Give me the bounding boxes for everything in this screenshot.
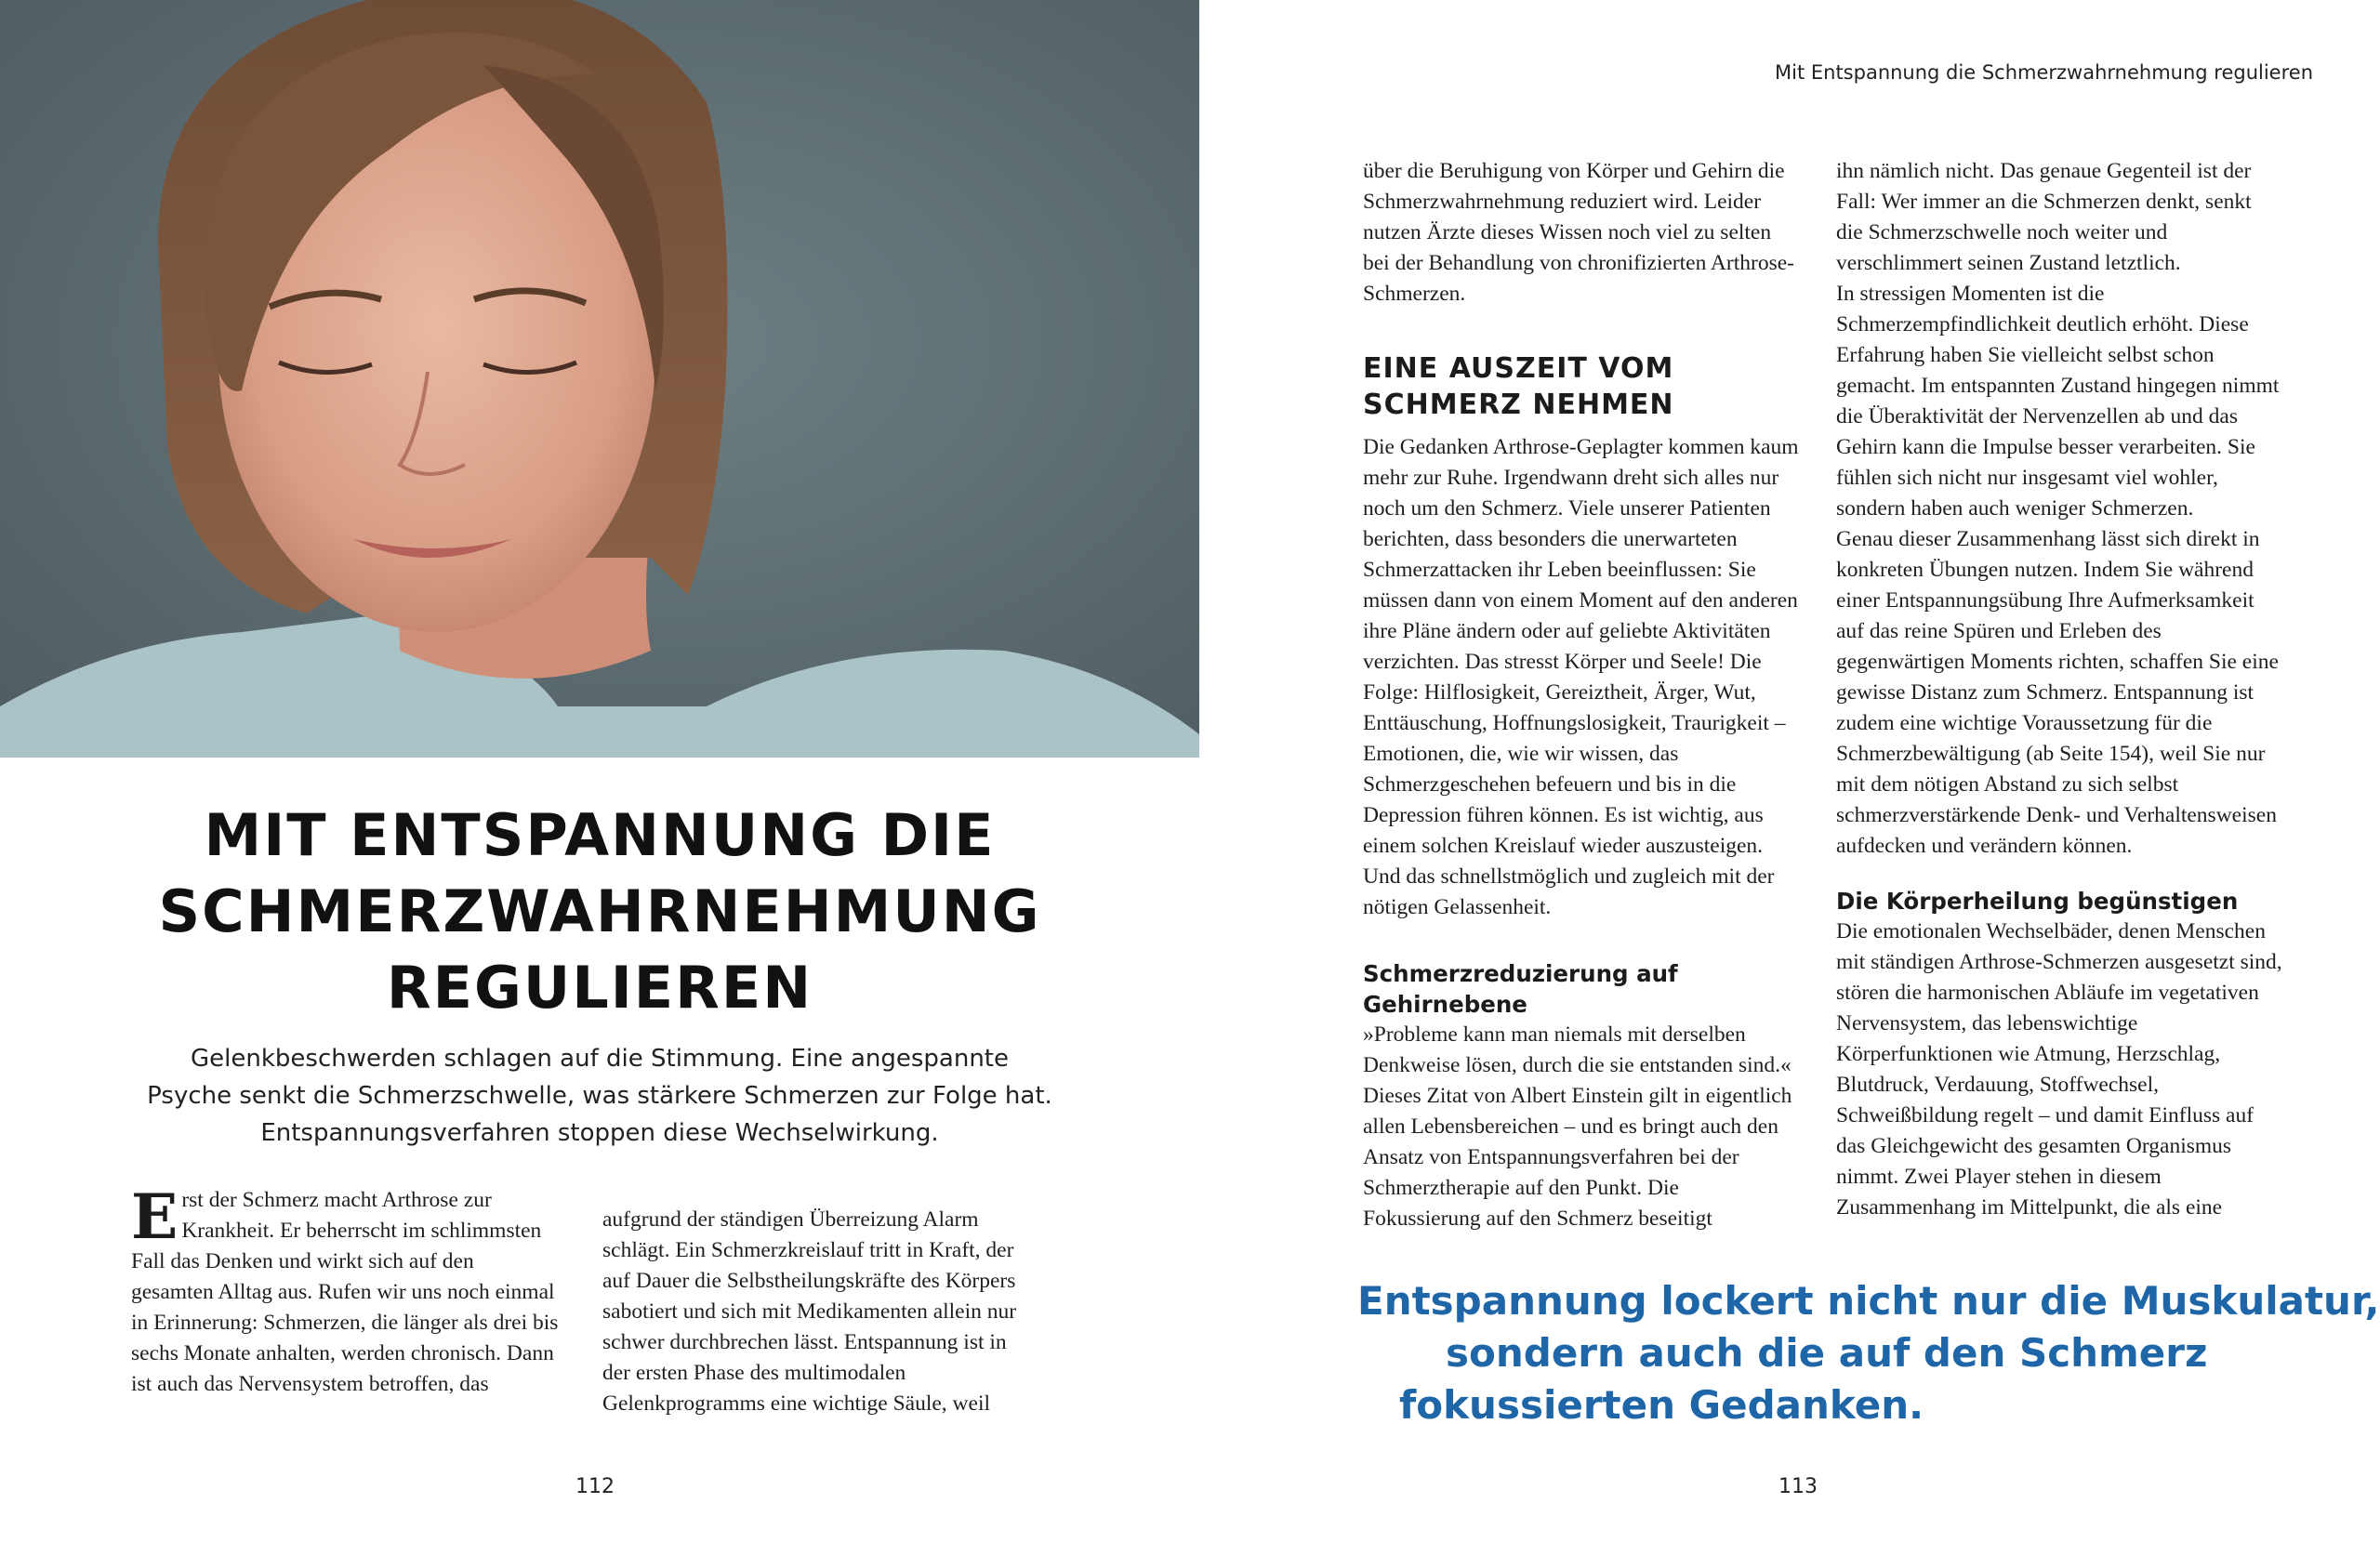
- page-number-right: 113: [1778, 1475, 1818, 1498]
- body-paragraph: »Probleme kann man niemals mit derselben Denkweise lösen, durch die sie entstanden sind.« Dieses Zitat von Albert Einstein gilt in eigentlich allen Lebensbereichen – und es bringt auch den Ansatz von Entspannungsverfahren bei der Schmerztherapie auf den Punkt. Die Fokussierung auf den Schmerz beseitigt: [1363, 1022, 1792, 1231]
- body-paragraph: ihn nämlich nicht. Das genaue Gegenteil ist der Fall: Wer immer an die Schmerzen denkt, senkt die Schmerzschwelle noch weiter und verschlimmert seinen Zustand letztlich.: [1836, 159, 2252, 275]
- title-line: SCHMERZWAHRNEHMUNG: [158, 877, 1041, 945]
- text-column-1: [131, 1180, 559, 1400]
- pull-quote: [1357, 1275, 2380, 1431]
- title-line: REGULIEREN: [386, 954, 813, 1022]
- body-paragraph: [131, 1180, 559, 1400]
- lead-line: Gelenkbeschwerden schlagen auf die Stimmung. Eine angespannte: [191, 1045, 1009, 1073]
- text-column-4: [1836, 156, 2282, 1223]
- lead-paragraph: [121, 1040, 1078, 1152]
- pull-quote-line: sondern auch die auf den Schmerz: [1446, 1330, 2208, 1376]
- running-head: Mit Entspannung die Schmerzwahrnehmung regulieren: [1775, 61, 2313, 84]
- lead-line: Entspannungsverfahren stoppen diese Wechselwirkung.: [260, 1119, 939, 1147]
- title-line: MIT ENTSPANNUNG DIE: [204, 801, 996, 869]
- page-title: [112, 798, 1088, 1026]
- cover-photo: [0, 0, 1199, 758]
- body-paragraph: aufgrund der ständigen Überreizung Alarm schlägt. Ein Schmerzkreislauf tritt in Kraft, der auf Dauer die Selbstheilungskräfte des Körpers sabotiert und sich mit Medikamenten allein nur schwer durchbrechen lässt. Entspannung ist in der ersten Phase des multimodalen Gelenkprogramms eine wichtige Säule, weil: [602, 1207, 1017, 1416]
- pull-quote-line: fokussierten Gedanken.: [1399, 1382, 1924, 1428]
- subsection-heading: Schmerzreduzierung auf Gehirnebene: [1363, 960, 1678, 1018]
- portrait-illustration: [0, 0, 1199, 758]
- drop-cap: E: [131, 1180, 178, 1253]
- lead-line: Psyche senkt die Schmerzschwelle, was stärkere Schmerzen zur Folge hat.: [147, 1082, 1052, 1110]
- body-paragraph: Die Gedanken Arthrose-Geplagter kommen kaum mehr zur Ruhe. Irgendwann dreht sich alles nur noch um den Schmerz. Viele unserer Patienten berichten, dass besonders die unerwarteten Schmerzattacken ihr Leben beeinflussen: Sie müssen dann von einem Moment auf den anderen ihre Pläne ändern oder auf geliebte Aktivitäten verzichten. Das stresst Körper und Seele! Die Folge: Hilflosigkeit, Gereiztheit, Ärger, Wut, Enttäuschung, Hoffnungslosigkeit, Traurigkeit – Emotionen, die, wie wir wissen, das Schmerzgeschehen befeuern und bis in die Depression führen können. Es ist wichtig, aus einem solchen Kreislauf wieder auszusteigen. Und das schnellstmöglich und zugleich mit der nötigen Gelassenheit.: [1363, 435, 1799, 919]
- text-column-2: [602, 1205, 1039, 1419]
- subsection-heading: Die Körperheilung begünstigen: [1836, 888, 2239, 915]
- section-heading: EINE AUSZEIT VOM SCHMERZ NEHMEN: [1363, 352, 1674, 421]
- body-paragraph: In stressigen Momenten ist die Schmerzempfindlichkeit deutlich erhöht. Diese Erfahrung haben Sie vielleicht selbst schon gemacht. Im entspannten Zustand hingegen nimmt die Überaktivität der Nervenzellen ab und das Gehirn kann die Impulse besser verarbeiten. Sie fühlen sich nicht nur insgesamt viel wohler, sondern haben auch weniger Schmerzen.: [1836, 282, 2280, 521]
- pull-quote-line: Entspannung lockert nicht nur die Muskulatur,: [1357, 1278, 2380, 1324]
- text-column-3: [1363, 156, 1800, 1234]
- body-paragraph: über die Beruhigung von Körper und Gehirn die Schmerzwahrnehmung reduziert wird. Leider nutzen Ärzte dieses Wissen noch viel zu selten bei der Behandlung von chronifizierten Arthrose-Schmerzen.: [1363, 159, 1794, 306]
- page-number-left: 112: [575, 1475, 615, 1498]
- body-paragraph: Die emotionalen Wechselbäder, denen Menschen mit ständigen Arthrose-Schmerzen ausgesetzt sind, stören die harmonischen Abläufe im vegetativen Nervensystem, das lebenswichtige Körperfunktionen wie Atmung, Herzschlag, Blutdruck, Verdauung, Stoffwechsel, Schweißbildung regelt – und damit Einfluss auf das Gleichgewicht des gesamten Organismus nimmt. Zwei Player stehen in diesem Zusammenhang im Mittelpunkt, die als eine: [1836, 919, 2282, 1220]
- body-paragraph: Genau dieser Zusammenhang lässt sich direkt in konkreten Übungen nutzen. Indem Sie während einer Entspannungsübung Ihre Aufmerksamkeit auf das reine Spüren und Erleben des gegenwärtigen Moments richten, schaffen Sie eine gewisse Distanz zum Schmerz. Entspannung ist zudem eine wichtige Voraussetzung für die Schmerzbewältigung (ab Seite 154), weil Sie nur mit dem nötigen Abstand zu sich selbst schmerzverstärkende Denk- und Verhaltensweisen aufdecken und verändern können.: [1836, 527, 2279, 858]
- body-text: rst der Schmerz macht Arthrose zur Krankheit. Er beherrscht im schlimmsten Fall das Denken und wirkt sich auf den gesamten Alltag aus. Rufen wir uns noch einmal in Erinnerung: Schmerzen, die länger als drei bis sechs Monate anhalten, werden chronisch. Dann ist auch das Nervensystem betroffen, das: [131, 1188, 559, 1396]
